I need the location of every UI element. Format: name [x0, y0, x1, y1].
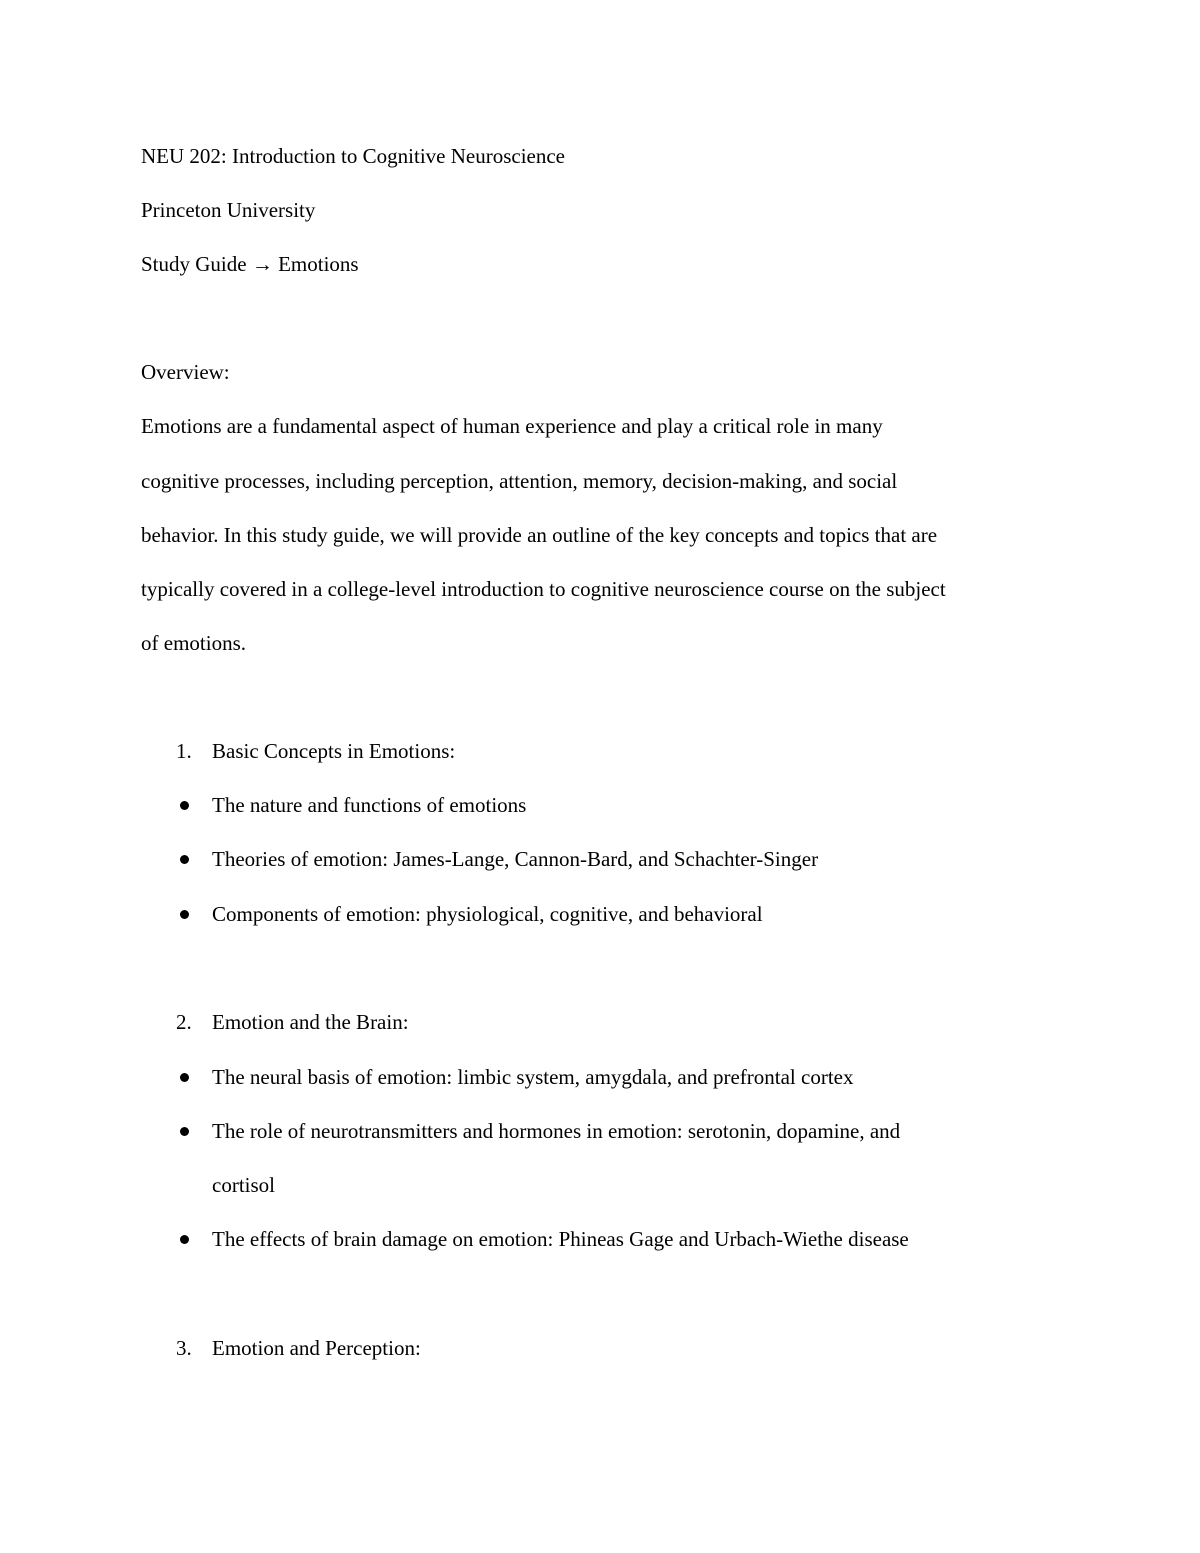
list-item: The effects of brain damage on emotion: Phineas Gage and Urbach-Wiethe disease: [212, 1227, 909, 1251]
bullet-icon: [180, 1235, 189, 1244]
list-item: Components of emotion: physiological, cognitive, and behavioral: [212, 902, 763, 926]
guide-title: Study Guide → Emotions: [141, 252, 359, 276]
list-item: The nature and functions of emotions: [212, 793, 527, 817]
list-item: The neural basis of emotion: limbic system, amygdala, and prefrontal cortex: [212, 1065, 854, 1089]
overview-line: typically covered in a college-level introduction to cognitive neuroscience course on the subject: [141, 577, 946, 601]
overview-line: behavior. In this study guide, we will provide an outline of the key concepts and topics that are: [141, 523, 938, 547]
university-name: Princeton University: [141, 198, 316, 222]
overview-line: Emotions are a fundamental aspect of human experience and play a critical role in many: [141, 414, 883, 438]
section-number: 3.: [176, 1336, 192, 1360]
section-title: Emotion and the Brain:: [212, 1010, 409, 1034]
list-item-continuation: cortisol: [212, 1173, 275, 1197]
course-title: NEU 202: Introduction to Cognitive Neuroscience: [141, 144, 565, 168]
bullet-icon: [180, 1073, 189, 1082]
section-number: 1.: [176, 739, 192, 763]
overview-line: cognitive processes, including perception, attention, memory, decision-making, and social: [141, 469, 898, 493]
section-title: Basic Concepts in Emotions:: [212, 739, 456, 763]
overview-line: of emotions.: [141, 631, 246, 655]
bullet-icon: [180, 855, 189, 864]
bullet-icon: [180, 1127, 189, 1136]
list-item: The role of neurotransmitters and hormones in emotion: serotonin, dopamine, and: [212, 1119, 901, 1143]
bullet-icon: [180, 801, 189, 810]
bullet-icon: [180, 910, 189, 919]
list-item: Theories of emotion: James-Lange, Cannon-Bard, and Schachter-Singer: [212, 847, 819, 871]
section-number: 2.: [176, 1010, 192, 1034]
section-title: Emotion and Perception:: [212, 1336, 421, 1360]
overview-heading: Overview:: [141, 360, 230, 384]
